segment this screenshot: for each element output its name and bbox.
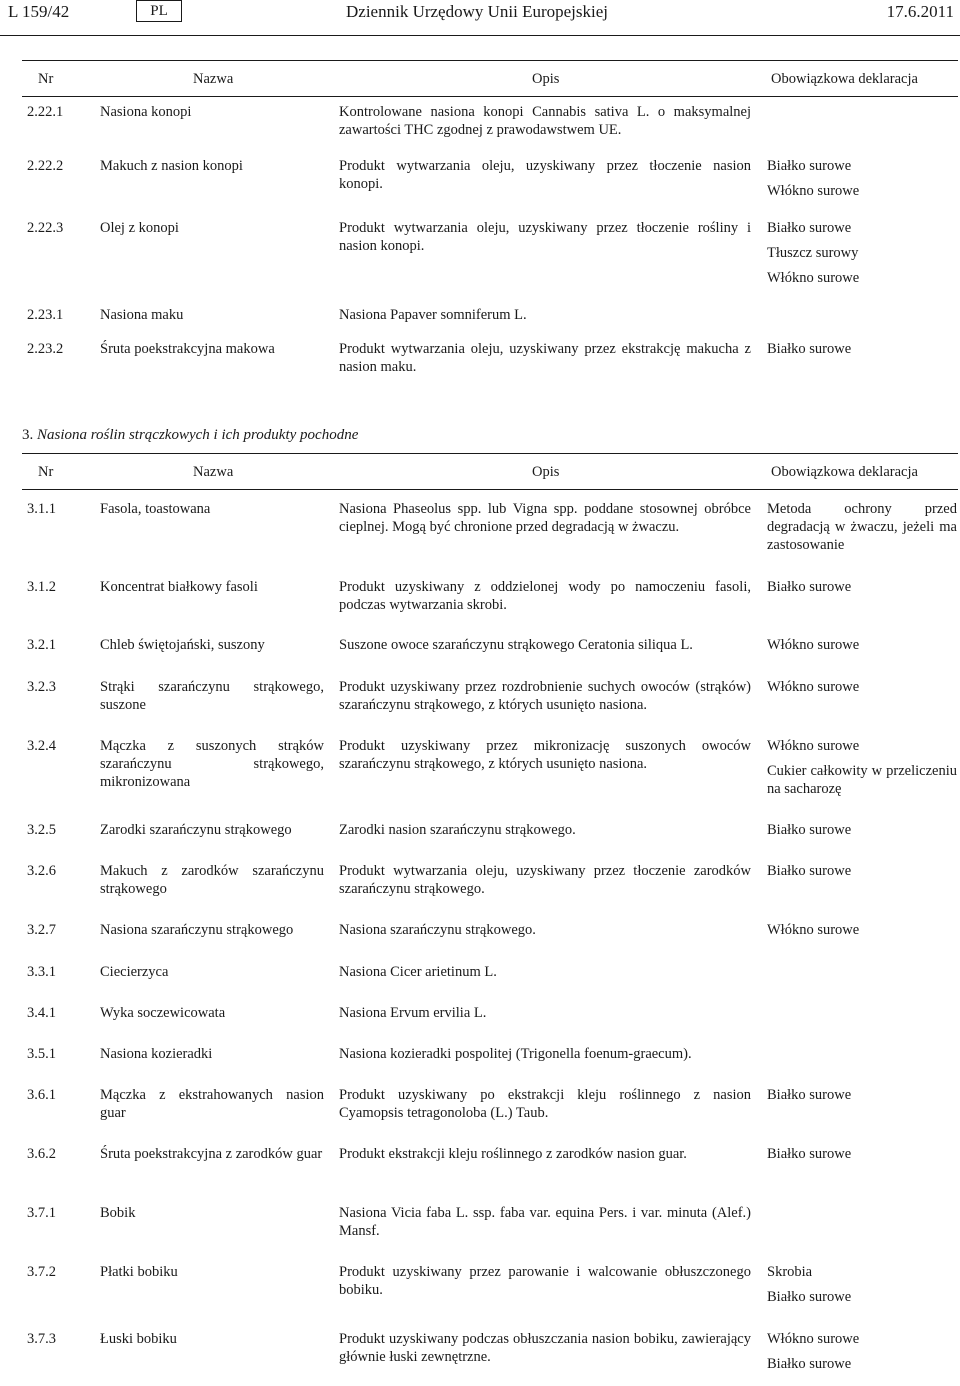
row-opis: Nasiona szarańczynu strąkowego. xyxy=(339,922,536,938)
table2-header xyxy=(0,462,960,482)
row-nazwa: Chleb świętojański, suszony xyxy=(100,637,265,653)
row-opis: Nasiona Papaver somniferum L. xyxy=(339,307,527,323)
row-nr: 3.7.1 xyxy=(27,1205,56,1221)
row-nazwa: Strąki szarańczynu strąkowego, suszone xyxy=(100,679,324,713)
publication-date: 17.6.2011 xyxy=(886,2,954,21)
row-obowiazkowa-deklaracja xyxy=(767,737,957,798)
row-nr: 3.6.1 xyxy=(27,1087,56,1103)
row-opis: Nasiona Vicia faba L. ssp. faba var. equina Pers. i var. minuta (Alef.) Mansf. xyxy=(339,1205,751,1239)
row-opis: Suszone owoce szarańczynu strąkowego Ceratonia siliqua L. xyxy=(339,637,693,653)
row-nr: 3.4.1 xyxy=(27,1005,56,1021)
row-opis: Produkt wytwarzania oleju, uzyskiwany przez tłoczenie zarodków szarańczynu strąkowego. xyxy=(339,863,751,897)
col-header-nazwa: Nazwa xyxy=(193,71,234,87)
row-opis: Produkt wytwarzania oleju, uzyskiwany przez tłoczenie rośliny i nasion konopi. xyxy=(339,220,751,254)
header-divider xyxy=(0,35,960,36)
row-nr: 3.5.1 xyxy=(27,1046,56,1062)
declaration-item: Białko surowe xyxy=(767,220,852,236)
row-nr: 2.23.2 xyxy=(27,341,64,357)
section-heading xyxy=(22,425,922,445)
declaration-item: Włókno surowe xyxy=(767,637,860,653)
row-nazwa: Fasola, toastowana xyxy=(100,501,211,517)
table1-top-rule xyxy=(22,60,958,61)
page-header xyxy=(0,0,960,40)
row-nazwa: Nasiona szarańczynu strąkowego xyxy=(100,922,294,938)
declaration-item: Włókno surowe xyxy=(767,922,860,938)
row-obowiazkowa-deklaracja xyxy=(767,500,957,554)
row-nazwa: Mączka z suszonych strąków szarańczynu strąkowego, mikronizowana xyxy=(100,738,324,790)
declaration-item: Białko surowe xyxy=(767,341,852,357)
row-obowiazkowa-deklaracja xyxy=(767,636,957,654)
declaration-item: Tłuszcz surowy xyxy=(767,245,859,261)
row-nazwa: Łuski bobiku xyxy=(100,1331,177,1347)
col-header-opis: Opis xyxy=(532,71,560,87)
row-obowiazkowa-deklaracja xyxy=(767,821,957,839)
row-nr: 3.3.1 xyxy=(27,964,56,980)
row-obowiazkowa-deklaracja xyxy=(767,921,957,939)
row-obowiazkowa-deklaracja xyxy=(767,1330,957,1373)
row-nazwa: Bobik xyxy=(100,1205,136,1221)
row-nazwa: Ciecierzyca xyxy=(100,964,169,980)
row-opis: Produkt uzyskiwany z oddzielonej wody po namoczeniu fasoli, podczas wytwarzania skrobi. xyxy=(339,579,751,613)
row-nazwa: Makuch z zarodków szarańczynu strąkowego xyxy=(100,863,324,897)
row-nazwa: Nasiona kozieradki xyxy=(100,1046,213,1062)
declaration-item: Białko surowe xyxy=(767,863,852,879)
row-nazwa: Śruta poekstrakcyjna z zarodków guar xyxy=(100,1146,323,1162)
row-opis: Produkt uzyskiwany podczas obłuszczania nasion bobiku, zawierający głównie łuski zewnętrzne. xyxy=(339,1331,751,1365)
declaration-item: Białko surowe xyxy=(767,579,852,595)
row-obowiazkowa-deklaracja xyxy=(767,1086,957,1104)
row-nr: 3.1.1 xyxy=(27,501,56,517)
col-header-obowiazkowa: Obowiązkowa deklaracja xyxy=(771,71,918,87)
declaration-item: Włókno surowe xyxy=(767,1331,860,1347)
row-obowiazkowa-deklaracja xyxy=(767,157,957,200)
journal-title: Dziennik Urzędowy Unii Europejskiej xyxy=(346,2,609,21)
col-header-nazwa: Nazwa xyxy=(193,464,234,480)
row-nazwa: Wyka soczewicowata xyxy=(100,1005,226,1021)
row-nr: 3.1.2 xyxy=(27,579,56,595)
row-nazwa: Makuch z nasion konopi xyxy=(100,158,243,174)
row-obowiazkowa-deklaracja xyxy=(767,678,957,696)
declaration-item: Białko surowe xyxy=(767,1146,852,1162)
row-nr: 3.2.7 xyxy=(27,922,56,938)
col-header-obowiazkowa: Obowiązkowa deklaracja xyxy=(771,464,918,480)
row-opis: Nasiona Ervum ervilia L. xyxy=(339,1005,487,1021)
declaration-item: Włókno surowe xyxy=(767,270,860,286)
declaration-item: Białko surowe xyxy=(767,1356,852,1372)
row-nazwa: Nasiona konopi xyxy=(100,104,192,120)
row-nr: 3.2.6 xyxy=(27,863,56,879)
page-reference: L 159/42 xyxy=(8,2,70,21)
row-nazwa: Śruta poekstrakcyjna makowa xyxy=(100,341,275,357)
row-nazwa: Płatki bobiku xyxy=(100,1264,178,1280)
row-opis: Produkt uzyskiwany przez rozdrobnienie suchych owoców (strąków) szarańczynu strąkowego, z których usunięto nasiona. xyxy=(339,679,751,713)
row-nazwa: Olej z konopi xyxy=(100,220,179,236)
row-opis: Kontrolowane nasiona konopi Cannabis sativa L. o maksymalnej zawartości THC zgodnej z prawodawstwem UE. xyxy=(339,104,751,138)
section-title: Nasiona roślin strączkowych i ich produkty pochodne xyxy=(37,427,359,443)
declaration-item: Białko surowe xyxy=(767,1087,852,1103)
row-opis: Nasiona Cicer arietinum L. xyxy=(339,964,497,980)
row-nr: 2.23.1 xyxy=(27,307,64,323)
row-nr: 3.7.3 xyxy=(27,1331,56,1347)
row-opis: Zarodki nasion szarańczynu strąkowego. xyxy=(339,822,576,838)
declaration-item: Włókno surowe xyxy=(767,738,860,754)
row-opis: Nasiona Phaseolus spp. lub Vigna spp. poddane stosownej obróbce cieplnej. Mogą być chronione przed degradacją w żwaczu. xyxy=(339,501,751,535)
row-nazwa: Mączka z ekstrahowanych nasion guar xyxy=(100,1087,324,1121)
table1-header xyxy=(0,69,960,89)
declaration-item: Włókno surowe xyxy=(767,183,860,199)
row-nazwa: Koncentrat białkowy fasoli xyxy=(100,579,258,595)
declaration-item: Białko surowe xyxy=(767,822,852,838)
row-obowiazkowa-deklaracja xyxy=(767,1145,957,1163)
row-obowiazkowa-deklaracja xyxy=(767,340,957,358)
row-opis: Produkt wytwarzania oleju, uzyskiwany przez tłoczenie nasion konopi. xyxy=(339,158,751,192)
row-nr: 3.7.2 xyxy=(27,1264,56,1280)
row-opis: Nasiona kozieradki pospolitej (Trigonella foenum-graecum). xyxy=(339,1046,692,1062)
table2-top-rule xyxy=(22,453,958,454)
row-opis: Produkt uzyskiwany przez parowanie i walcowanie obłuszczonego bobiku. xyxy=(339,1264,751,1298)
row-obowiazkowa-deklaracja xyxy=(767,219,957,287)
declaration-item: Białko surowe xyxy=(767,1289,852,1305)
col-header-opis: Opis xyxy=(532,464,560,480)
table1-header-rule xyxy=(22,96,958,97)
declaration-item: Cukier całkowity w przeliczeniu na sacharozę xyxy=(767,763,957,797)
row-nazwa: Zarodki szarańczynu strąkowego xyxy=(100,822,292,838)
declaration-item: Metoda ochrony przed degradacją w żwaczu, jeżeli ma zastosowanie xyxy=(767,501,957,553)
row-opis: Produkt uzyskiwany po ekstrakcji kleju roślinnego z nasion Cyamopsis tetragonoloba (L.) Taub. xyxy=(339,1087,751,1121)
row-nr: 3.2.5 xyxy=(27,822,56,838)
declaration-item: Włókno surowe xyxy=(767,679,860,695)
col-header-nr: Nr xyxy=(38,464,54,480)
row-nr: 3.2.1 xyxy=(27,637,56,653)
row-opis: Produkt wytwarzania oleju, uzyskiwany przez ekstrakcję makucha z nasion maku. xyxy=(339,341,751,375)
row-obowiazkowa-deklaracja xyxy=(767,578,957,596)
declaration-item: Białko surowe xyxy=(767,158,852,174)
row-opis: Produkt ekstrakcji kleju roślinnego z zarodków nasion guar. xyxy=(339,1146,687,1162)
row-opis: Produkt uzyskiwany przez mikronizację suszonych owoców szarańczynu strąkowego, z których usunięto nasiona. xyxy=(339,738,751,772)
row-obowiazkowa-deklaracja xyxy=(767,1263,957,1306)
table2-header-rule xyxy=(22,489,958,490)
col-header-nr: Nr xyxy=(38,71,54,87)
row-nr: 3.2.3 xyxy=(27,679,56,695)
row-nazwa: Nasiona maku xyxy=(100,307,184,323)
section-number: 3. xyxy=(22,427,34,443)
declaration-item: Skrobia xyxy=(767,1264,813,1280)
row-nr: 2.22.2 xyxy=(27,158,64,174)
row-nr: 3.2.4 xyxy=(27,738,56,754)
row-nr: 2.22.3 xyxy=(27,220,64,236)
row-nr: 2.22.1 xyxy=(27,104,64,120)
row-obowiazkowa-deklaracja xyxy=(767,862,957,880)
language-badge: PL xyxy=(136,0,182,22)
row-nr: 3.6.2 xyxy=(27,1146,56,1162)
